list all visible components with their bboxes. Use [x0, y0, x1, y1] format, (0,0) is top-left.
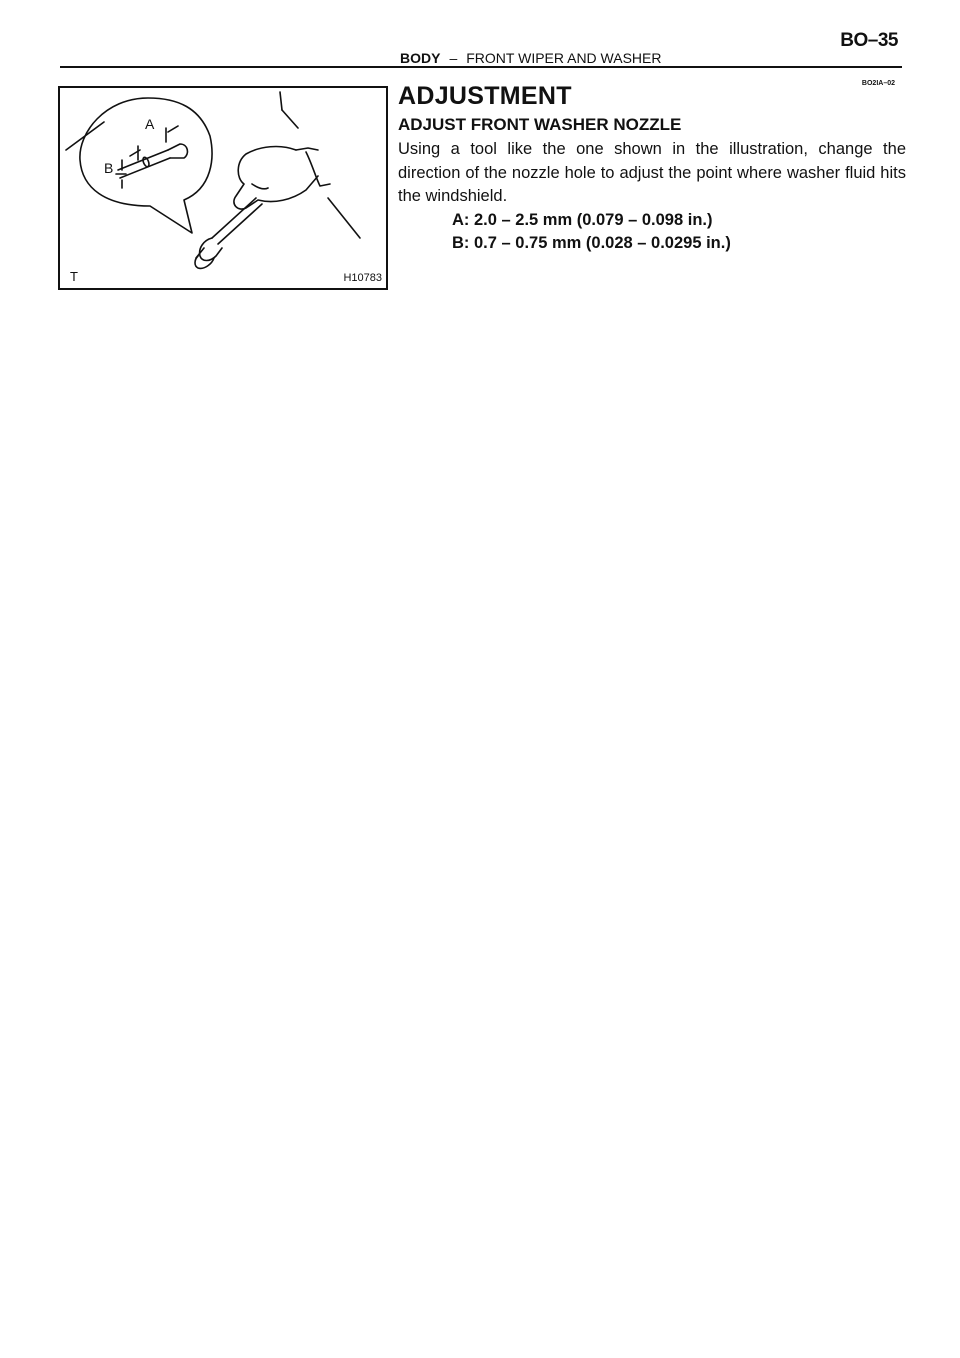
header-section: BODY	[400, 50, 441, 66]
step-title: ADJUST FRONT WASHER NOZZLE	[398, 115, 682, 134]
nozzle-adjustment-illustration	[60, 88, 386, 288]
dimension-label-a: A	[145, 116, 155, 132]
header-subsection: FRONT WIPER AND WASHER	[466, 50, 662, 66]
figure-id: H10783	[343, 272, 382, 284]
section-title: ADJUSTMENT	[398, 82, 572, 110]
main-content	[398, 80, 906, 256]
instruction-text: Using a tool like the one shown in the illustration, change the direction of the nozzle hole to adjust the point where washer fluid hits the windshield.	[398, 140, 906, 205]
running-header	[400, 50, 661, 66]
page-number: BO–35	[840, 30, 898, 51]
dimension-label-b: B	[104, 160, 114, 176]
spec-a: A: 2.0 – 2.5 mm (0.079 – 0.098 in.)	[452, 210, 713, 229]
header-separator: –	[449, 50, 458, 66]
illustration-figure	[58, 86, 388, 290]
document-code: BO2IA–02	[861, 80, 895, 87]
hand-outline	[234, 147, 318, 210]
figure-corner-mark: T	[70, 269, 78, 284]
callout-leader-line	[66, 122, 104, 150]
adjustment-tool	[212, 198, 262, 244]
spec-b: B: 0.7 – 0.75 mm (0.028 – 0.0295 in.)	[452, 234, 731, 252]
header-rule	[60, 66, 902, 68]
